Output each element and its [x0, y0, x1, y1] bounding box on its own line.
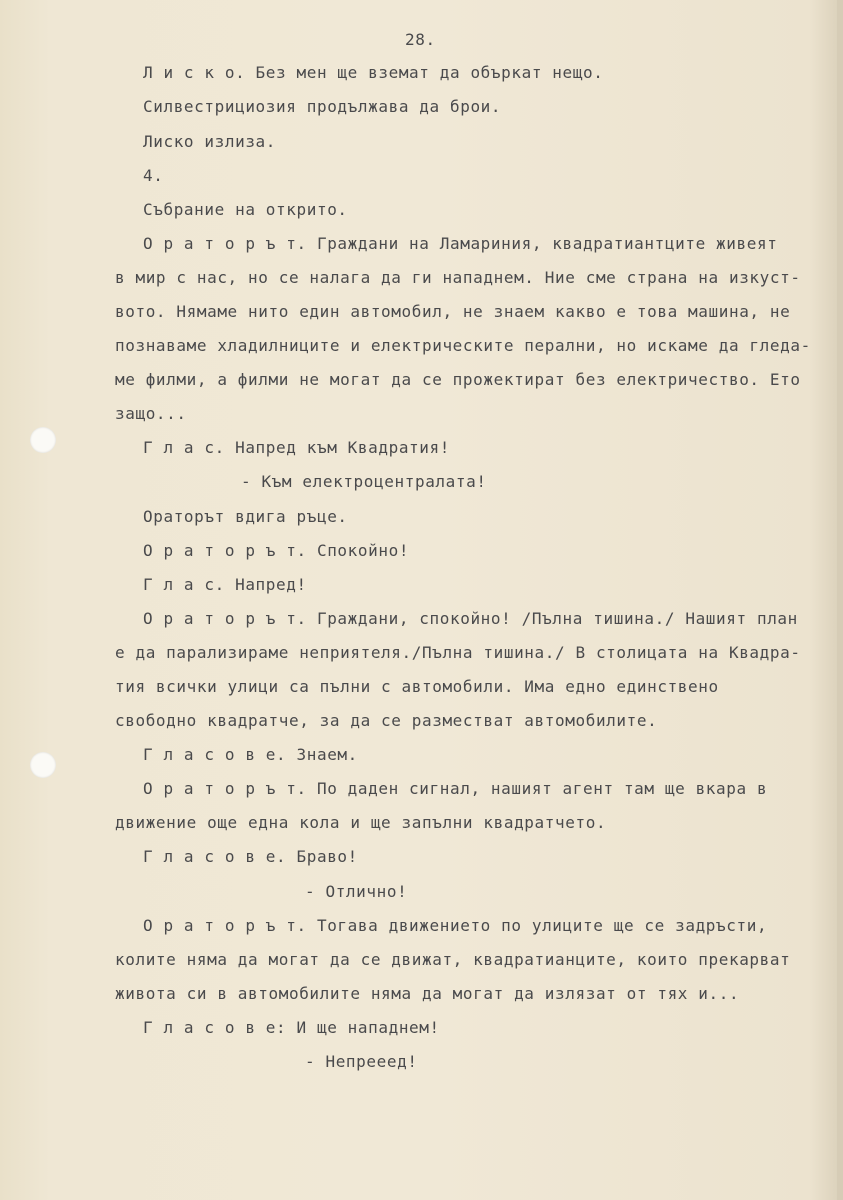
- text-line: О р а т о р ъ т. Тогава движението по улиците ще се задръсти,: [143, 916, 768, 935]
- punch-hole: [30, 427, 56, 453]
- text-line: защо...: [115, 404, 187, 423]
- text-line: О р а т о р ъ т. Граждани на Ламариния, квадратиантците живеят: [143, 234, 778, 253]
- text-line: движение още една кола и ще запълни квадратчето.: [115, 813, 607, 832]
- punch-hole: [30, 752, 56, 778]
- text-line: живота си в автомобилите няма да могат да излязат от тях и...: [115, 984, 740, 1003]
- text-line: О р а т о р ъ т. По даден сигнал, нашият агент там ще вкара в: [143, 779, 768, 798]
- text-line: - Непрееед!: [305, 1052, 418, 1071]
- text-line: Л и с к о. Без мен ще вземат да объркат нещо.: [143, 63, 604, 82]
- text-line: вото. Нямаме нито един автомобил, не знаем какво е това машина, не: [115, 302, 791, 321]
- text-line: - Отлично!: [305, 882, 408, 901]
- text-line: колите няма да могат да се движат, квадратианците, които прекарват: [115, 950, 791, 969]
- text-line: е да парализираме неприятеля./Пълна тишина./ В столицата на Квадра-: [115, 643, 801, 662]
- page-edge: [837, 0, 843, 1200]
- text-line: Г л а с. Напред към Квадратия!: [143, 438, 450, 457]
- text-line: Г л а с о в е. Знаем.: [143, 745, 358, 764]
- text-line: - Към електроцентралата!: [241, 472, 487, 491]
- text-line: Г л а с о в е: И ще нападнем!: [143, 1018, 440, 1037]
- text-line: О р а т о р ъ т. Граждани, спокойно! /Пълна тишина./ Нашият план: [143, 609, 798, 628]
- text-line: Г л а с о в е. Браво!: [143, 847, 358, 866]
- text-line: Силвестрициозия продължава да брои.: [143, 97, 502, 116]
- text-line: свободно квадратче, за да се разместват автомобилите.: [115, 711, 658, 730]
- text-line: ме филми, а филми не могат да се прожектират без електричество. Ето: [115, 370, 801, 389]
- text-line: познаваме хладилниците и електрическите перални, но искаме да гледа-: [115, 336, 811, 355]
- page-number: 28.: [405, 30, 436, 49]
- text-line: Лиско излиза.: [143, 132, 277, 151]
- text-line: Г л а с. Напред!: [143, 575, 307, 594]
- stage-direction: Ораторът вдига ръце.: [143, 507, 348, 526]
- scene-number: 4.: [143, 166, 164, 185]
- stage-direction: Събрание на открито.: [143, 200, 348, 219]
- text-line: в мир с нас, но се налага да ги нападнем. Ние сме страна на изкуст-: [115, 268, 801, 287]
- text-line: тия всички улици са пълни с автомобили. Има едно единствено: [115, 677, 719, 696]
- text-line: О р а т о р ъ т. Спокойно!: [143, 541, 410, 560]
